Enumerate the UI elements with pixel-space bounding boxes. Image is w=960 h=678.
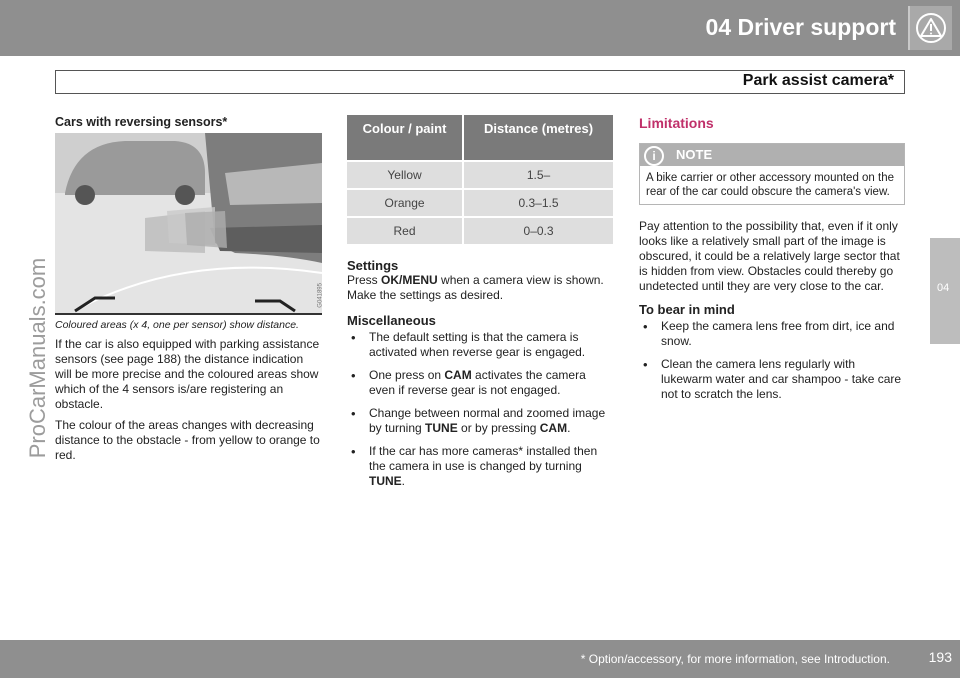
camera-view-illustration — [55, 133, 322, 315]
text-run: . — [401, 474, 406, 488]
watermark-text: ProCarManuals.com — [25, 257, 50, 459]
cam-label: CAM — [539, 421, 568, 435]
sensors-paragraph-2: The colour of the areas changes with decreasing distance to the obstacle - from yellow to orange to red. — [55, 418, 320, 462]
table-cell-distance: 0.3–1.5 — [463, 189, 613, 217]
text-run: If the car has more cameras* installed then the camera in use is changed by turning — [369, 444, 598, 473]
info-icon: i — [644, 146, 664, 166]
note-label: NOTE — [676, 147, 713, 162]
chapter-side-tab — [930, 238, 960, 344]
column-limitations — [639, 115, 905, 410]
misc-heading: Miscellaneous — [347, 313, 436, 328]
table-row — [347, 217, 613, 244]
list-item: • The default setting is that the camera is activated when reverse gear is engaged. — [347, 330, 613, 360]
side-tab-label: 04 — [937, 282, 950, 294]
list-item: • Clean the camera lens regularly with lukewarm water and car shampoo - take care not to scratch the lens. — [639, 357, 905, 402]
settings-paragraph — [347, 273, 613, 303]
list-item — [347, 406, 613, 436]
text-run: when a camera view is shown. Make the settings as desired. — [347, 273, 604, 302]
table-header-row — [347, 115, 613, 161]
text-run: or by pressing — [457, 421, 540, 435]
warning-icon-box — [908, 6, 952, 50]
table-row — [347, 161, 613, 189]
table-cell-colour: Orange — [347, 189, 463, 217]
rear-camera-image — [55, 133, 322, 315]
table-row — [347, 189, 613, 217]
list-item — [347, 368, 613, 398]
ok-menu-label: OK/MENU — [381, 273, 438, 287]
watermark — [25, 225, 50, 485]
section-title: Park assist camera* — [742, 72, 894, 89]
bear-in-mind-heading: To bear in mind — [639, 302, 735, 317]
table-cell-distance: 1.5– — [463, 161, 613, 189]
limitations-heading: Limitations — [639, 115, 714, 131]
text-run: activates the camera even if reverse gear is not engaged. — [369, 368, 586, 397]
page-number: 193 — [928, 649, 952, 665]
text-run: . — [567, 421, 571, 435]
settings-heading: Settings — [347, 258, 399, 273]
text-run: One press on — [369, 368, 445, 382]
column-sensors — [55, 115, 323, 469]
table-cell-distance: 0–0.3 — [463, 217, 613, 244]
distance-table — [347, 115, 613, 244]
cam-label: CAM — [444, 368, 472, 382]
figure-code: G041895 — [318, 283, 324, 308]
section-header — [55, 70, 905, 94]
warning-triangle-icon — [915, 12, 947, 44]
list-item — [347, 444, 613, 489]
table-header-distance: Distance (metres) — [463, 115, 613, 161]
limitations-paragraph: Pay attention to the possibility that, even if it only looks like a relatively small part of the image is obscured, it could be a relatively large sector that is hidden from view. Obstacles could thereby go undetected until they are very close to the car. — [639, 219, 900, 293]
table-cell-colour: Red — [347, 217, 463, 244]
tune-label: TUNE — [425, 421, 458, 435]
column-settings — [347, 115, 613, 497]
note-header — [640, 144, 904, 166]
note-text: A bike carrier or other accessory mounted on the rear of the car could obscure the camera's view. — [646, 172, 895, 198]
chapter-title: 04 Driver support — [705, 14, 896, 40]
sensors-paragraph-1: If the car is also equipped with parking assistance sensors (see page 188) the distance indication will be more precise and the coloured areas show which of the 4 sensors is/are registering an obstacle. — [55, 337, 320, 411]
table-header-colour: Colour / paint — [347, 115, 463, 161]
misc-list — [347, 330, 613, 489]
table-cell-colour: Yellow — [347, 161, 463, 189]
footnote: * Option/accessory, for more information, see Introduction. — [580, 652, 890, 666]
text-run: Change between normal and zoomed image by turning — [369, 406, 606, 435]
list-item: • Keep the camera lens free from dirt, ice and snow. — [639, 319, 905, 349]
note-box — [639, 143, 905, 205]
figure-caption: Coloured areas (x 4, one per sensor) show distance. — [55, 319, 299, 331]
sensors-heading: Cars with reversing sensors* — [55, 115, 228, 129]
text-run: Press — [347, 273, 382, 287]
bear-in-mind-list — [639, 319, 905, 402]
tune-label: TUNE — [369, 474, 402, 488]
chapter-header-bar — [0, 0, 960, 56]
page-footer — [0, 640, 960, 678]
